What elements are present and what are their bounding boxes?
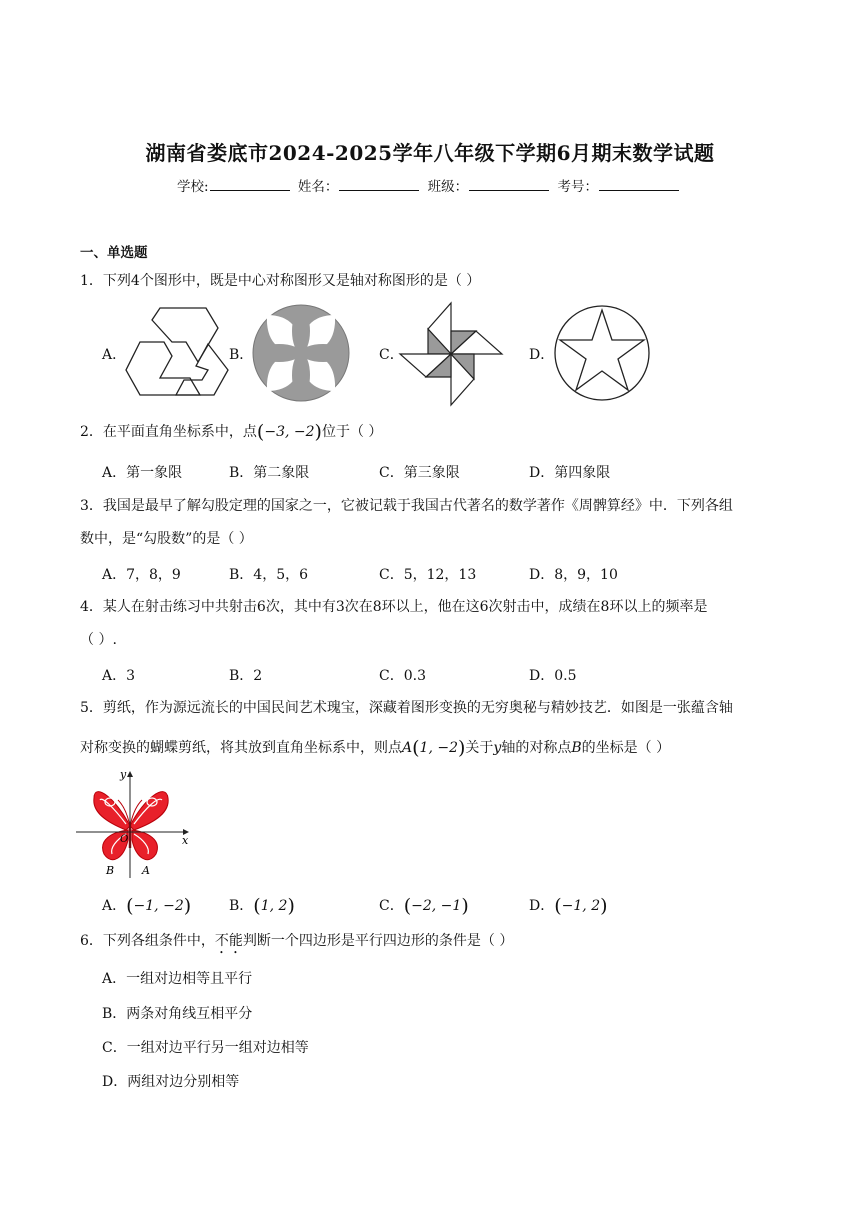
q4-option-a[interactable]: A．3 xyxy=(102,668,136,684)
q5-line2-mid2: 轴的对称点 xyxy=(501,740,572,756)
class-label: 班级： xyxy=(427,179,469,195)
q5-point-b-name: B xyxy=(571,740,582,756)
name-label: 姓名： xyxy=(297,179,339,195)
q5-fig-a-label: A xyxy=(142,864,150,877)
q5-option-a[interactable]: A．(−1, −2) xyxy=(102,895,192,917)
q4-option-d[interactable]: D．0.5 xyxy=(529,668,577,684)
question-5-line2: 对称变换的蝴蝶剪纸，将其放到直角坐标系中，则点A(1, −2)关于y轴的对称点B的坐标是（ ） xyxy=(80,737,671,759)
student-info-line xyxy=(0,175,860,195)
school-label: 学校: xyxy=(177,179,209,195)
q5-option-d[interactable]: D．(−1, 2) xyxy=(529,895,608,917)
q2-option-a[interactable]: A．第一象限 xyxy=(102,465,183,481)
question-4-line1: 4．某人在射击练习中共射击6次，其中有3次在8环以上，他在这6次射击中，成绩在8环以上的频率是 xyxy=(80,599,708,615)
q1-figure-a-triangle-hexagons xyxy=(124,306,230,398)
question-1-stem: 1．下列4个图形中，既是中心对称图形又是轴对称图形的是（ ） xyxy=(80,273,481,289)
q2-stem-post: 位于（ ） xyxy=(321,424,383,440)
q3-option-a[interactable]: A．7，8，9 xyxy=(102,567,181,583)
q6-stem-emphasis: 不能 xyxy=(214,933,243,949)
q6-option-a[interactable]: A．一组对边相等且平行 xyxy=(102,971,253,987)
page-title: 湖南省娄底市2024-2025学年八年级下学期6月期末数学试题 xyxy=(145,141,715,165)
q2-option-c[interactable]: C．第三象限 xyxy=(379,465,460,481)
question-5-line1: 5．剪纸，作为源远流长的中国民间艺术瑰宝，深藏着图形变换的无穷奥秘与精妙技艺．如图是一张蕴含轴 xyxy=(80,700,733,716)
q2-option-b[interactable]: B．第二象限 xyxy=(229,465,310,481)
q5-point-a-name: A xyxy=(402,740,413,756)
q4-option-b[interactable]: B．2 xyxy=(229,668,263,684)
q5-line2-post: 的坐标是（ ） xyxy=(581,740,671,756)
q1-option-c-label[interactable]: C． xyxy=(379,347,404,363)
q1-figure-d-star-in-circle xyxy=(553,304,651,402)
butterfly-icon xyxy=(94,792,168,860)
q5-line2-pre: 对称变换的蝴蝶剪纸，将其放到直角坐标系中，则点 xyxy=(80,740,402,756)
q5-fig-b-label: B xyxy=(106,864,115,877)
school-blank[interactable] xyxy=(210,178,290,191)
q4-option-c[interactable]: C．0.3 xyxy=(379,668,426,684)
section-heading: 一、单选题 xyxy=(80,245,148,261)
q5-line2-mid: 关于 xyxy=(465,740,494,756)
question-2-stem: 2．在平面直角坐标系中，点(−3, −2)位于（ ） xyxy=(80,421,383,443)
q3-option-b[interactable]: B．4，5，6 xyxy=(229,567,309,583)
q6-stem-pre: 6．下列各组条件中， xyxy=(80,933,215,949)
question-6-stem xyxy=(80,931,780,957)
q5-butterfly-figure xyxy=(76,768,196,880)
q1-figure-c-pinwheel xyxy=(398,301,504,407)
exam-no-blank[interactable] xyxy=(599,178,679,191)
q2-stem-pre: 2．在平面直角坐标系中，点 xyxy=(80,424,257,440)
question-4-line2: （ ）. xyxy=(80,632,117,648)
name-blank[interactable] xyxy=(339,178,419,191)
q1-option-b-label[interactable]: B． xyxy=(229,347,254,363)
q3-option-c[interactable]: C．5，12，13 xyxy=(379,567,477,583)
question-3-line1: 3．我国是最早了解勾股定理的国家之一，它被记载于我国古代著名的数学著作《周髀算经》中．下列各组 xyxy=(80,498,733,514)
q1-option-d-label[interactable]: D． xyxy=(529,347,555,363)
class-blank[interactable] xyxy=(469,178,549,191)
q5-axis: y xyxy=(493,740,502,756)
q5-option-c[interactable]: C．(−2, −1) xyxy=(379,895,469,917)
q5-fig-y-label: y xyxy=(120,768,127,781)
q5-fig-origin-label: O xyxy=(120,834,129,845)
q3-option-d[interactable]: D．8，9，10 xyxy=(529,567,618,583)
q5-fig-x-label: x xyxy=(182,834,189,847)
q5-option-b[interactable]: B．(1, 2) xyxy=(229,895,295,917)
q6-option-c[interactable]: C．一组对边平行另一组对边相等 xyxy=(102,1040,309,1056)
q2-point: −3, −2 xyxy=(264,424,315,440)
q6-option-d[interactable]: D．两组对边分别相等 xyxy=(102,1074,240,1090)
q2-option-d[interactable]: D．第四象限 xyxy=(529,465,611,481)
q1-figure-b-circle-petals xyxy=(251,303,351,403)
q6-stem-post: 判断一个四边形是平行四边形的条件是（ ） xyxy=(242,933,514,949)
q1-option-a-label[interactable]: A． xyxy=(102,347,127,363)
question-3-line2: 数中，是“勾股数”的是（ ） xyxy=(80,531,253,547)
exam-no-label: 考号： xyxy=(557,179,598,195)
q5-point-a: 1, −2 xyxy=(419,740,458,756)
q6-option-b[interactable]: B．两条对角线互相平分 xyxy=(102,1006,253,1022)
